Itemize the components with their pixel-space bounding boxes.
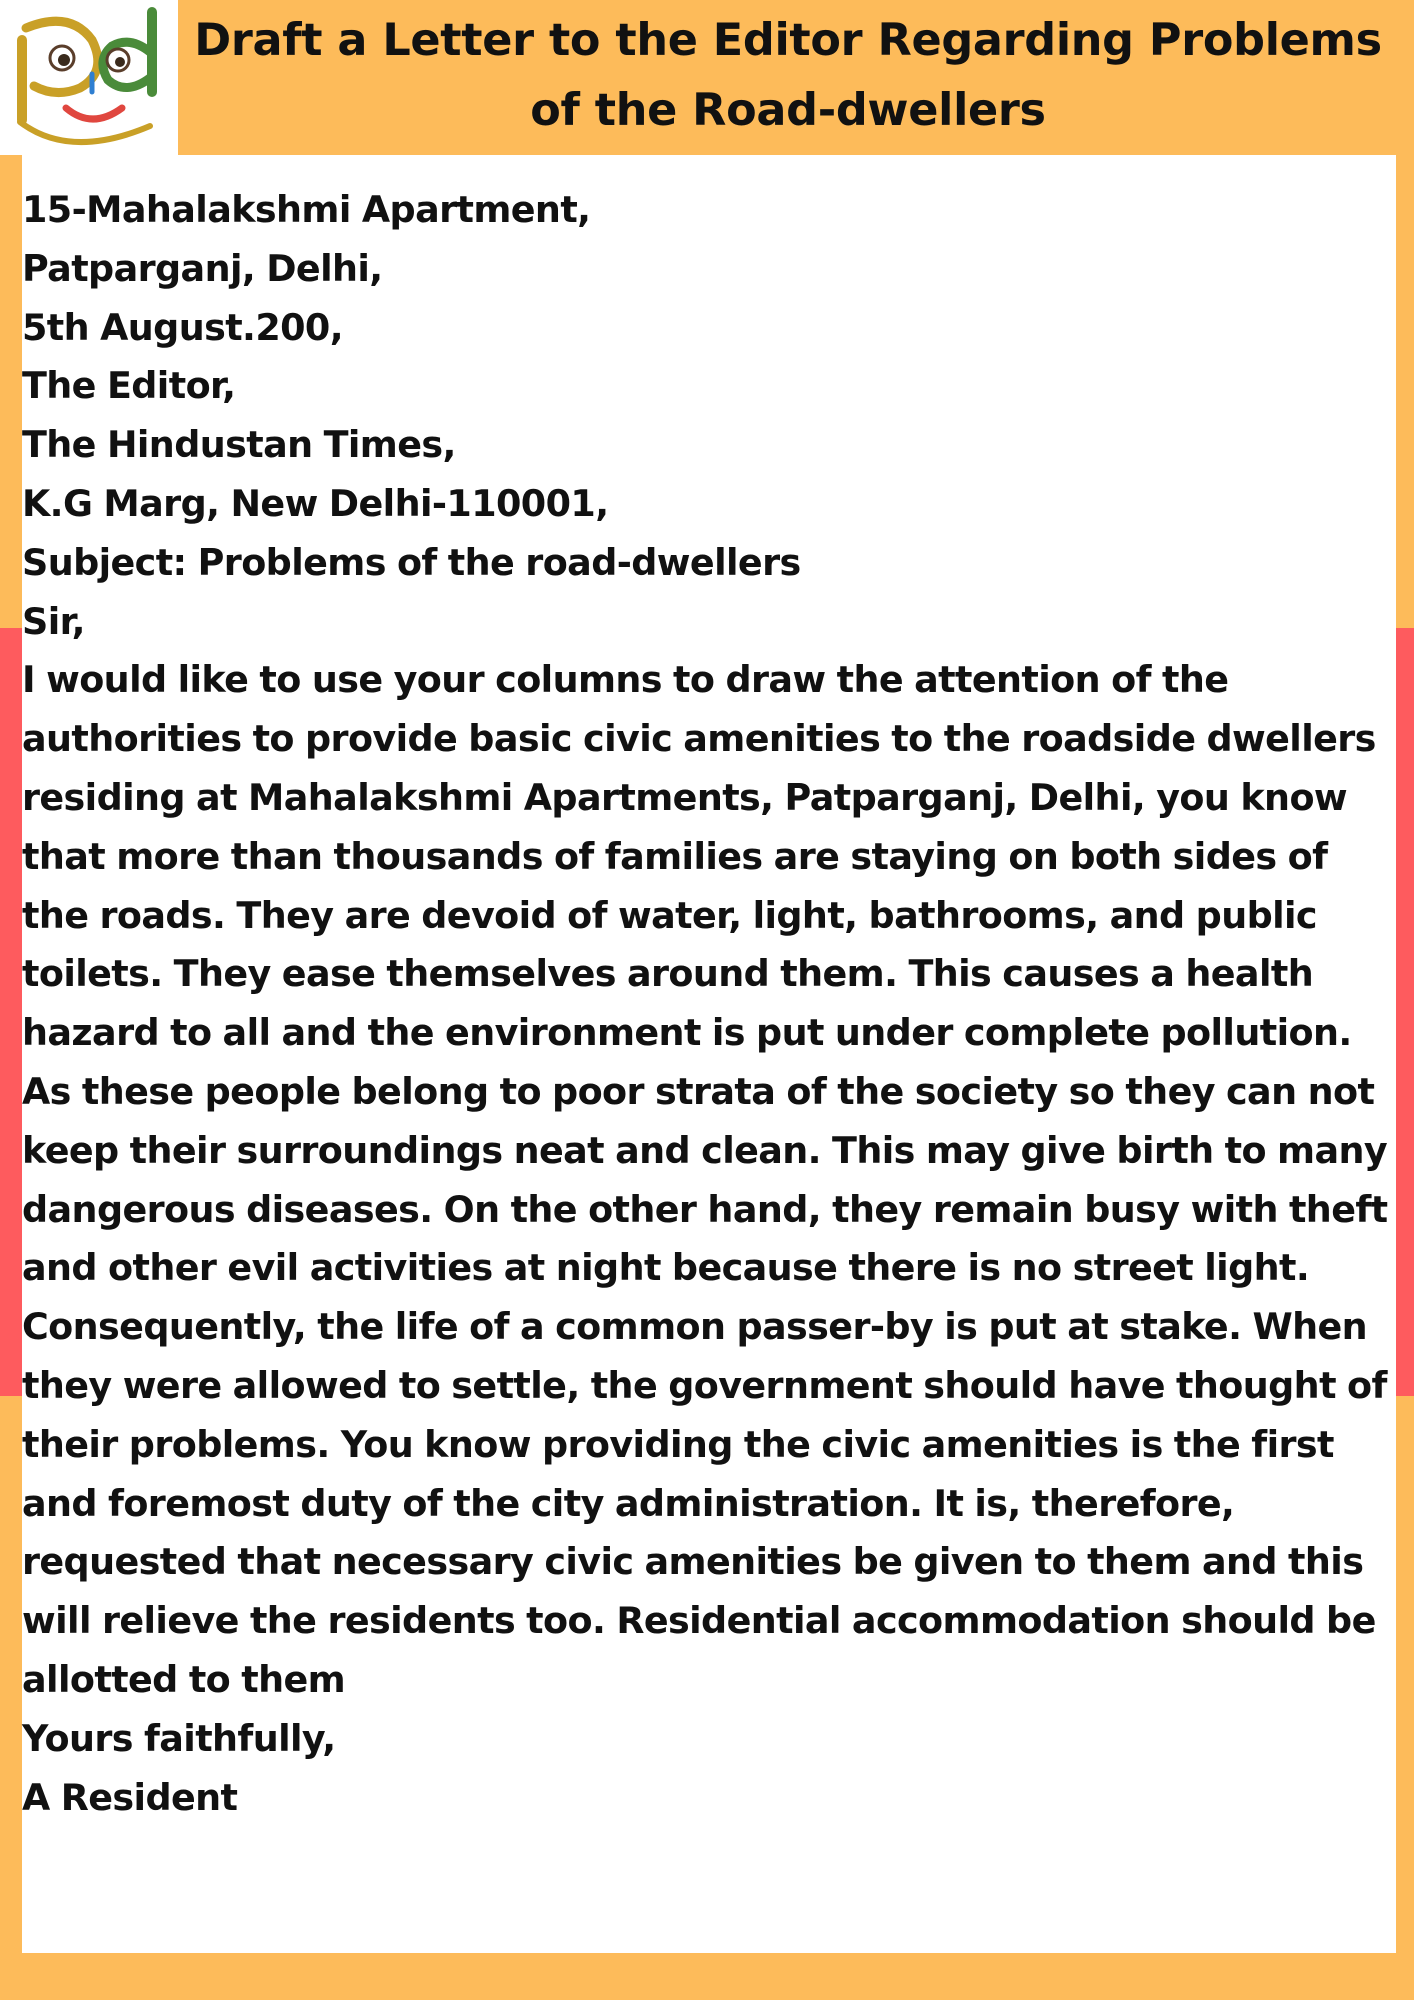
letter-subject: Subject: Problems of the road-dwellers [22,540,801,584]
left-accent-band [0,628,22,1396]
letter-sheet [22,155,1396,1953]
signature: A Resident [22,1775,238,1819]
right-accent-band [1396,628,1414,1396]
header [178,0,1398,155]
sender-address-line-1: 15-Mahalakshmi Apartment, [22,188,591,231]
recipient-title: The Editor, [22,364,236,408]
logo [0,0,178,155]
page-title: Draft a Letter to the Editor Regarding Problems of the Road-dwellers [194,15,1382,136]
recipient-newspaper: The Hindustan Times, [22,423,456,467]
salutation: Sir, [22,599,85,643]
letter-body-paragraph: I would like to use your columns to draw the attention of the authorities to provide basic civic amenities to the roadside dwellers residing at Mahalakshmi Apartments, Patparganj, Delhi, you know that more than thousands of families are staying on both sides of the roads. They are devoid of water, light, bathrooms, and public toilets. They ease themselves around them. This causes a health hazard to all and the environment is put under complete pollution. As these people belong to poor strata of the society so they can not keep their surroundings neat and clean. This may give birth to many dangerous diseases. On the other hand, they remain busy with theft and other evil activities at night because there is no street light. Consequently, the life of a common passer-by is put at stake. When they were allowed to settle, the government should have thought of their problems. You know providing the civic amenities is the first and foremost duty of the city administration. It is, therefore, requested that necessary civic amenities be given to them and this will relieve the residents too. Residential accommodation should be allotted to them [22,658,1388,1701]
sender-address-line-2: Patparganj, Delhi, [22,246,383,290]
letter-body [22,181,1392,1827]
recipient-address: K.G Marg, New Delhi-110001, [22,481,609,525]
closing: Yours faithfully, [22,1716,336,1760]
smiley-face-logo-icon [0,0,178,155]
letter-date: 5th August.200, [22,305,343,349]
